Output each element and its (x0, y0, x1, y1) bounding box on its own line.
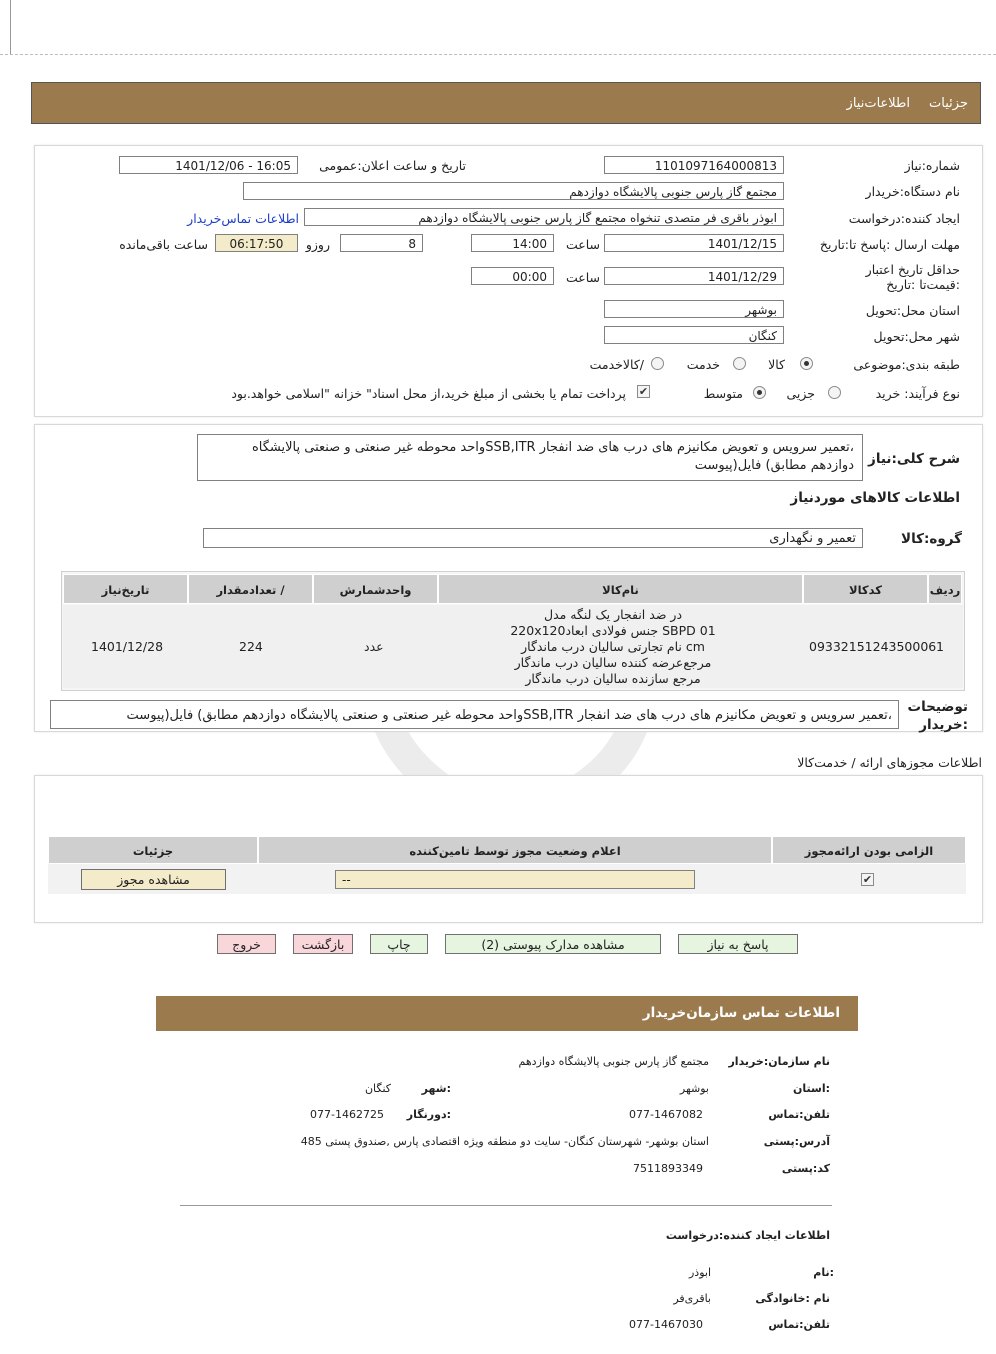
category-label: طبقه بندی:موضوعی (853, 357, 960, 372)
creator-field: ابوذر باقری فر متصدی تنخواه مجتمع گاز پارس جنوبی پالایشگاه دوازدهم (304, 208, 784, 226)
license-status-field: -- (335, 870, 695, 889)
contact-phone: 077-1467082 (629, 1108, 703, 1121)
contact-org-label: نام سازمان:خریدار (728, 1055, 830, 1068)
description-box (197, 434, 863, 481)
goods-group-label: گروه:کالا (901, 531, 962, 547)
contact-phone-label: تلفن:تماس (768, 1108, 830, 1121)
creator-phone-label: تلفن:تماس (768, 1318, 830, 1331)
announce-field: 1401/12/06 - 16:05 (119, 156, 298, 174)
goods-header-code: کدکالا (803, 574, 928, 604)
category-radio-goods[interactable] (800, 357, 813, 370)
contact-postal-label: کد:پستی (781, 1162, 830, 1175)
validity-time-field: 00:00 (471, 267, 554, 285)
header-bar (31, 82, 981, 124)
table-row (63, 605, 963, 688)
creator-name-label: :نام (813, 1266, 834, 1279)
contact-fax-label: :دورنگار (406, 1108, 451, 1121)
licenses-header-status: اعلام وضعیت مجوز توسط تامین‌کننده (258, 836, 772, 864)
goods-name-line: cm نام تجارتی سالیان درب ماندگار (521, 639, 705, 654)
tab-details[interactable]: جزئیات (929, 96, 968, 111)
goods-section-title: اطلاعات کالاهای موردنیاز (790, 490, 960, 506)
need-number-label: شماره:نیاز (904, 158, 960, 173)
back-button[interactable]: بازگشت (293, 934, 353, 954)
description-line-1: ،تعمیر سرویس و تعویض مکانیزم های درب های ضد انفجار SSB,ITRواحد محوطه غیر صنعتی و صنعتی پالایشگاه (251, 440, 854, 455)
creator-name: ابوذر (688, 1266, 711, 1279)
validity-time-label: ساعت (565, 270, 600, 285)
buyer-org-label: نام دستگاه:خریدار (865, 184, 960, 199)
goods-name-line: در ضد انفجار یک لنگه مدل (543, 607, 683, 622)
contact-postal: 7511893349 (633, 1162, 703, 1175)
payment-checkbox[interactable]: ✔ (638, 385, 649, 398)
description-label: شرح کلی:نیاز (868, 451, 960, 467)
contact-divider (180, 1205, 832, 1206)
contact-address: استان بوشهر- شهرستان کنگان- سایت دو منطقه ویژه اقتصادی پارس ,صندوق پستی 485 (300, 1135, 709, 1148)
creator-info-title: اطلاعات ایجاد کننده:درخواست (665, 1229, 830, 1242)
contact-address-label: آدرس:پستی (763, 1135, 830, 1148)
goods-table (61, 571, 965, 691)
goods-cell-name (443, 607, 783, 687)
licenses-header-required: الزامی بودن ارائه‌مجوز (772, 836, 966, 864)
process-option-minor: جزیی (786, 386, 815, 401)
licenses-title: اطلاعات مجوزهای ارائه / خدمت‌کالا (797, 755, 982, 770)
process-radio-minor[interactable] (828, 386, 841, 399)
goods-cell-qty: 224 (239, 639, 263, 654)
contact-org: مجتمع گاز پارس جنوبی پالایشگاه دوازدهم (518, 1055, 709, 1068)
process-label: نوع فرآیند: خرید (875, 386, 960, 401)
validity-label: حداقل تاریخ اعتبار :قیمت‌تا :تاریخ (865, 262, 960, 292)
buyer-notes-label-line-1: توضیحات (907, 699, 968, 715)
category-option-service: خدمت (686, 357, 720, 372)
deadline-label: مهلت ارسال :پاسخ تا:تاریخ (819, 237, 960, 252)
category-option-goods-service: /کالاخدمت (589, 357, 644, 372)
validity-date-field: 1401/12/29 (604, 267, 784, 285)
goods-cell-unit: عدد (364, 639, 384, 654)
contact-city: کنگان (364, 1082, 391, 1095)
process-radio-medium[interactable] (753, 386, 766, 399)
goods-group-field: تعمیر و نگهداری (203, 528, 863, 548)
tab-need-info[interactable]: اطلاعات‌نیاز (846, 96, 910, 111)
deadline-time-label: ساعت (565, 237, 600, 252)
payment-note: پرداخت تمام یا بخشی از مبلغ خرید،از محل اسناد" خزانه "اسلامی خواهد.بود (231, 386, 626, 401)
goods-name-line: SBPD 01 جنس فولادی ابعاد220x120 (510, 623, 716, 638)
contact-fax: 077-1462725 (310, 1108, 384, 1121)
category-radio-goods-service[interactable] (651, 357, 664, 370)
days-field: 8 (340, 234, 423, 252)
process-option-medium: متوسط (703, 386, 743, 401)
goods-name-line: مرجع‌عرضه کننده سالیان درب ماندگار (514, 655, 712, 670)
need-number-field: 1101097164000813 (604, 156, 784, 174)
attachments-button[interactable]: مشاهده مدارک پیوستی (2) (445, 934, 661, 954)
licenses-table (48, 836, 966, 894)
top-divider (0, 54, 996, 55)
contact-header-title: اطلاعات تماس سازمان‌خریدار (642, 1005, 840, 1021)
contact-province-label: :استان (793, 1082, 830, 1095)
creator-family-label: نام :خانوادگی (755, 1292, 830, 1305)
description-line-2: دوازدهم مطابق) فایل(پیوست (694, 458, 854, 473)
deadline-time-field: 14:00 (471, 234, 554, 252)
exit-button[interactable]: خروج (217, 934, 276, 954)
province-field: بوشهر (604, 300, 784, 318)
license-required-checkbox: ✔ (862, 873, 873, 886)
creator-family: باقری‌فر (673, 1292, 711, 1305)
goods-header-qty: / تعدادمقدار (188, 574, 313, 604)
goods-header-row-index: ردیف (928, 574, 962, 604)
buyer-org-field: مجتمع گاز پارس جنوبی پالایشگاه دوازدهم (243, 182, 784, 200)
goods-cell-row-index: 1 (936, 639, 944, 654)
goods-header-date: تاریخ‌نیاز (63, 574, 188, 604)
contact-province: بوشهر (679, 1082, 709, 1095)
goods-header-name: نام‌کالا (438, 574, 803, 604)
buyer-notes-label-line-2: :خریدار (919, 717, 968, 733)
category-radio-service[interactable] (733, 357, 746, 370)
creator-phone: 077-1467030 (629, 1318, 703, 1331)
reply-button[interactable]: پاسخ به نیاز (678, 934, 798, 954)
goods-header-unit: واحدشمارش (313, 574, 438, 604)
buyer-notes-label (904, 698, 968, 734)
goods-cell-date: 1401/12/28 (91, 639, 164, 654)
view-license-button[interactable]: مشاهده مجوز (81, 869, 226, 890)
remaining-time-field: 06:17:50 (215, 234, 298, 252)
city-label: شهر محل:تحویل (873, 329, 960, 344)
buyer-contact-link[interactable]: اطلاعات تماس‌خریدار (187, 211, 299, 226)
contact-city-label: :شهر (421, 1082, 451, 1095)
province-label: استان محل:تحویل (865, 303, 960, 318)
left-border (10, 0, 11, 54)
remaining-label: ساعت باقی‌مانده (119, 237, 208, 252)
category-option-goods: کالا (768, 357, 785, 372)
print-button[interactable]: چاپ (370, 934, 428, 954)
deadline-date-field: 1401/12/15 (604, 234, 784, 252)
goods-name-line: مرجع سازنده سالیان درب ماندگار (525, 671, 701, 686)
days-label: روزو (305, 237, 330, 252)
goods-cell-code: 0933215124350006 (809, 639, 937, 654)
announce-label: تاریخ و ساعت اعلان:عمومی (319, 158, 466, 173)
contact-header-bar (156, 996, 858, 1031)
city-field: کنگان (604, 326, 784, 344)
creator-label: ایجاد کننده:درخواست (848, 211, 960, 226)
buyer-notes-field: ،تعمیر سرویس و تعویض مکانیزم های درب های ضد انفجار SSB,ITRواحد محوطه غیر صنعتی و صنعتی پالایشگاه دوازدهم مطابق) فایل(پیوست (50, 700, 899, 729)
licenses-header-details: جزئیات (48, 836, 258, 864)
